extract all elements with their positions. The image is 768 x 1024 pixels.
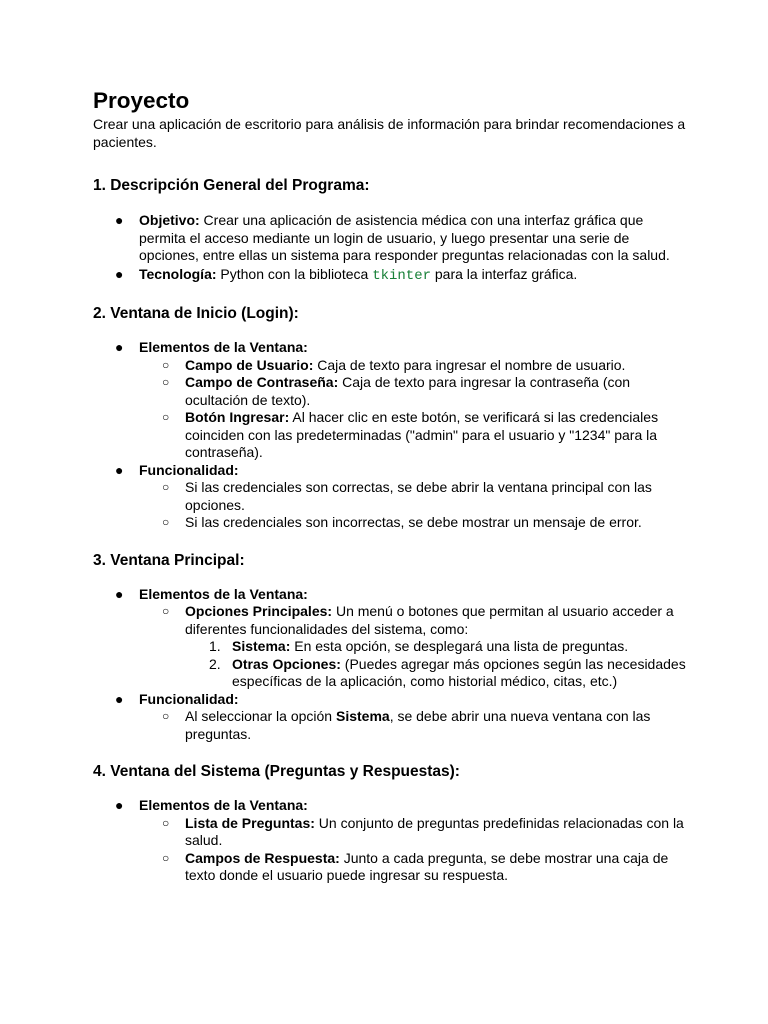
item-label: Campo de Contraseña: — [185, 374, 339, 390]
circle-bullet-icon: ○ — [162, 709, 170, 723]
circle-bullet-icon: ○ — [162, 815, 170, 830]
sub-list-item — [93, 815, 693, 850]
list-item — [93, 691, 693, 744]
item-label: Elementos de la Ventana: — [139, 797, 308, 813]
item-label: Campos de Respuesta: — [185, 849, 340, 866]
intro-paragraph: Crear una aplicación de escritorio para análisis de información para brindar recomendaciones a pacientes. — [93, 116, 686, 150]
item-text: Python con la biblioteca — [216, 265, 373, 282]
item-text: para la interfaz gráfica. — [431, 265, 578, 282]
bullet-icon: ● — [115, 212, 124, 228]
numbered-item — [93, 656, 693, 691]
circle-bullet-icon: ○ — [162, 480, 170, 494]
item-label: Botón Ingresar: — [185, 409, 290, 425]
section-1-list — [93, 212, 693, 285]
sub-list-item — [93, 603, 693, 691]
item-text: Si las credenciales son correctas, se debe abrir la ventana principal con las opciones. — [185, 479, 652, 513]
sub-list — [93, 708, 693, 743]
item-text: Un menú o botones que permitan al usuario acceder a diferentes funcionalidades del sistema, como: — [185, 603, 674, 637]
item-text: Al hacer clic en este botón, se verificará si las credenciales coinciden con las predeterminadas ("admin" para el usuario y "1234" para la contraseña). — [185, 409, 659, 460]
section-3-heading: 3. Ventana Principal: — [93, 551, 245, 569]
circle-bullet-icon: ○ — [162, 515, 170, 529]
item-label: Funcionalidad: — [139, 690, 239, 707]
section-1-heading: 1. Descripción General del Programa: — [93, 177, 370, 194]
item-label: Elementos de la Ventana: — [139, 339, 308, 355]
sub-list-item — [93, 409, 693, 462]
list-item — [93, 586, 693, 691]
item-text: Un conjunto de preguntas predefinidas relacionadas con la salud. — [185, 814, 684, 848]
section-4-heading: 4. Ventana del Sistema (Preguntas y Respuestas): — [93, 763, 460, 780]
item-text: Junto a cada pregunta, se debe mostrar una caja de texto donde el usuario puede ingresar su respuesta. — [185, 849, 669, 883]
list-item — [93, 797, 693, 885]
sub-list — [93, 815, 693, 885]
bullet-icon: ● — [115, 585, 124, 602]
bullet-icon: ● — [115, 339, 124, 355]
item-text: Al seleccionar la opción — [185, 708, 336, 724]
sub-list — [93, 603, 693, 691]
item-text: En esta opción, se desplegará una lista de preguntas. — [290, 638, 629, 654]
item-label: Otras Opciones: — [232, 655, 341, 672]
item-label: Lista de Preguntas: — [185, 814, 315, 831]
circle-bullet-icon: ○ — [162, 850, 170, 865]
item-text: Caja de texto para ingresar el nombre de usuario. — [313, 356, 626, 373]
bullet-icon: ● — [115, 461, 124, 478]
document-page — [93, 86, 693, 885]
list-item — [93, 462, 693, 532]
list-item — [93, 339, 693, 462]
section-4-list — [93, 797, 693, 885]
sub-list — [93, 479, 693, 532]
item-label: Opciones Principales: — [185, 603, 333, 619]
section-2-list — [93, 339, 693, 532]
item-label: Elementos de la Ventana: — [139, 585, 308, 602]
item-number: 1. — [209, 638, 221, 654]
item-text: Crear una aplicación de asistencia médica con una interfaz gráfica que permita el acceso mediante un login de usuario, y luego presentar una serie de opciones, entre ellas un sistema para responder preguntas relacionadas con la salud. — [139, 212, 670, 263]
bullet-icon: ● — [115, 797, 124, 813]
sub-list-item — [93, 357, 693, 375]
item-label: Campo de Usuario: — [185, 356, 314, 373]
code-snippet: tkinter — [372, 267, 431, 284]
circle-bullet-icon: ○ — [162, 410, 170, 424]
item-text: Si las credenciales son incorrectas, se debe mostrar un mensaje de error. — [185, 514, 642, 530]
sub-list-item — [93, 708, 693, 743]
item-text: Caja de texto para ingresar la contraseña (con ocultación de texto). — [185, 374, 631, 408]
item-label: Funcionalidad: — [139, 461, 239, 478]
item-label: Objetivo: — [139, 212, 200, 228]
item-text: , se debe abrir una nueva ventana con las preguntas. — [185, 708, 651, 742]
sub-list-item — [93, 374, 693, 409]
item-label: Tecnología: — [139, 265, 217, 282]
circle-bullet-icon: ○ — [162, 357, 170, 372]
item-number: 2. — [209, 655, 221, 672]
sub-list-item — [93, 514, 693, 532]
sub-list-item — [93, 850, 693, 885]
item-label: Sistema: — [232, 638, 291, 654]
sub-list — [93, 357, 693, 462]
item-bold-text: Sistema — [335, 708, 390, 724]
list-item — [93, 266, 693, 286]
section-2-heading: 2. Ventana de Inicio (Login): — [93, 305, 299, 322]
bullet-icon: ● — [115, 690, 124, 707]
circle-bullet-icon: ○ — [162, 604, 170, 618]
circle-bullet-icon: ○ — [162, 375, 170, 389]
sub-list-item — [93, 479, 693, 514]
numbered-item — [93, 638, 693, 656]
numbered-list — [93, 638, 693, 691]
bullet-icon: ● — [115, 265, 124, 282]
section-3-list — [93, 586, 693, 744]
page-title: Proyecto — [93, 88, 190, 113]
list-item — [93, 212, 693, 265]
item-text: (Puedes agregar más opciones según las necesidades específicas de la aplicación, como historial médico, citas, etc.) — [232, 655, 686, 689]
